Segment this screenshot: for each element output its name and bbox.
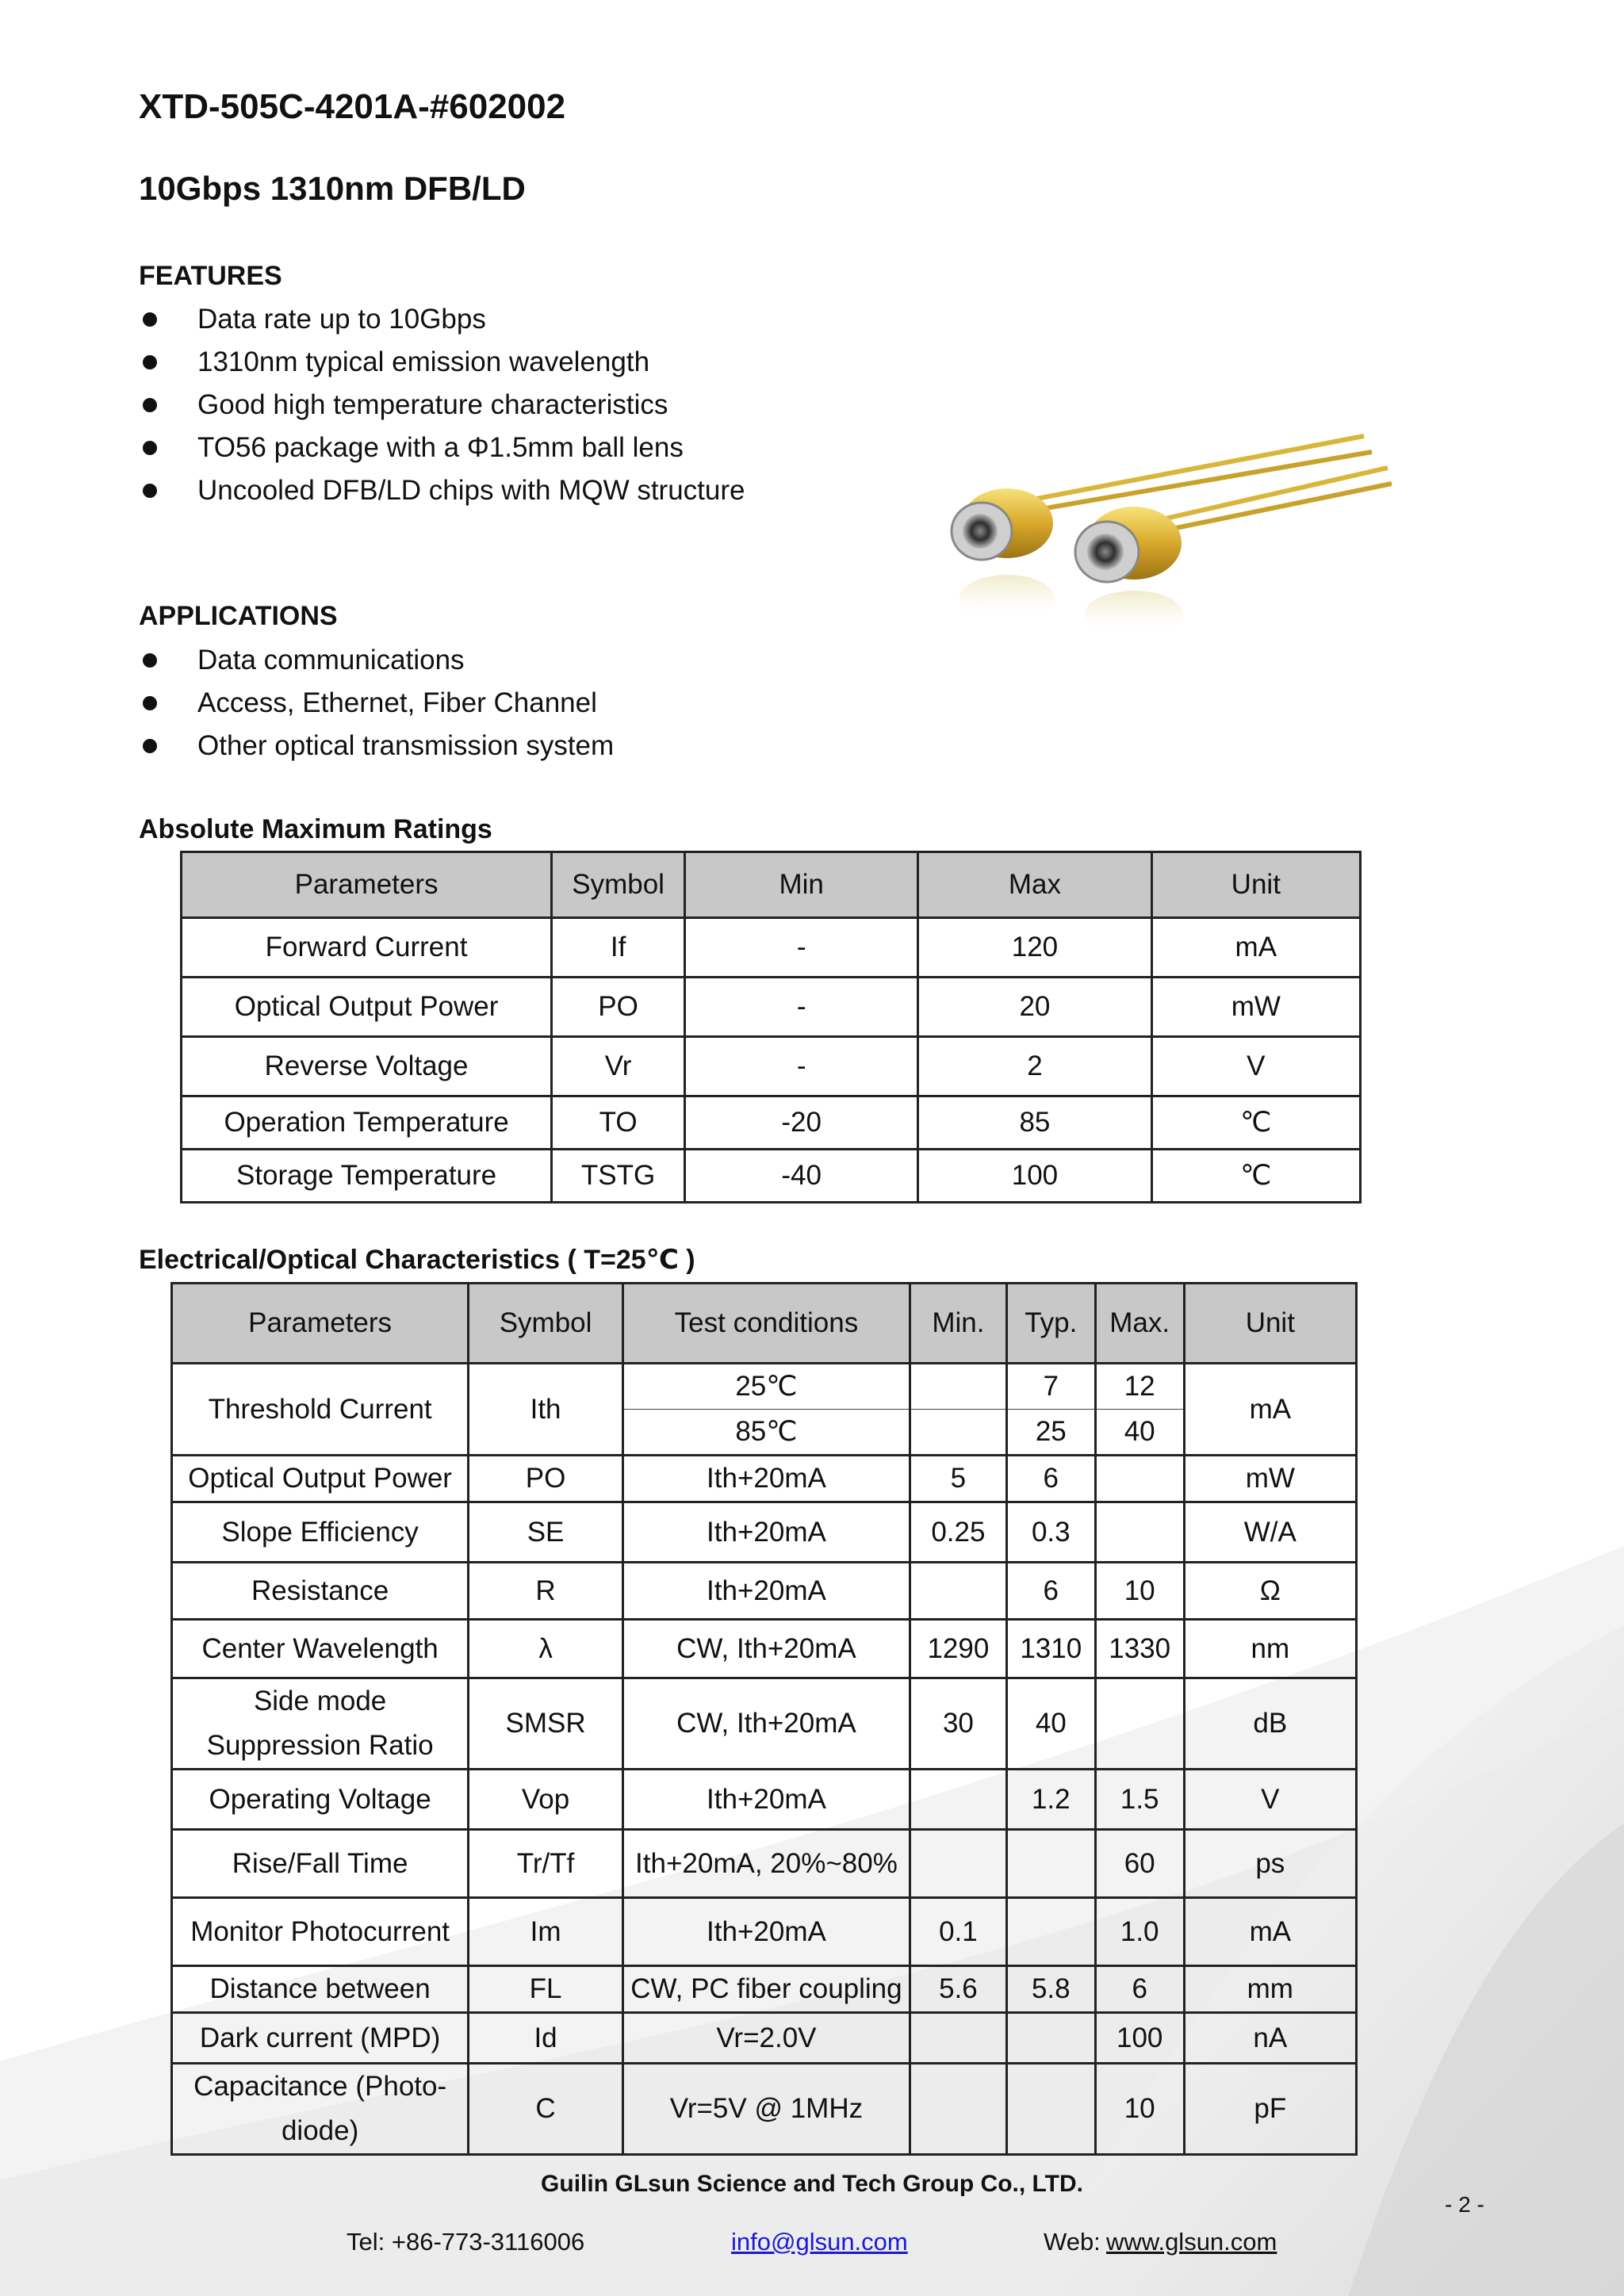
table-cell: Monitor Photocurrent: [172, 1898, 469, 1966]
laser-diode-product-image: [920, 412, 1396, 650]
table-cell: Vr: [552, 1037, 685, 1096]
applications-list: [139, 639, 614, 767]
table-cell: 85: [918, 1096, 1151, 1150]
table-cell: 25℃: [622, 1364, 910, 1410]
table-cell: Ith+20mA, 20%~80%: [622, 1830, 910, 1898]
table-cell: [910, 1563, 1006, 1620]
table-row: [172, 1966, 1357, 2013]
table-cell: Optical Output Power: [172, 1456, 469, 1502]
bullet-icon: [143, 441, 157, 455]
table-cell: 1330: [1095, 1620, 1184, 1678]
table-row: [172, 1678, 1357, 1770]
table-cell: [1006, 1830, 1095, 1898]
table-cell: ℃: [1151, 1096, 1360, 1150]
table-cell: 0.3: [1006, 1502, 1095, 1563]
table-cell: mA: [1184, 1898, 1356, 1966]
table-cell: C: [469, 2064, 623, 2155]
bullet-icon: [143, 739, 157, 753]
table-cell: Distance between: [172, 1966, 469, 2013]
table-row: [182, 978, 1361, 1037]
table-cell: 120: [918, 918, 1151, 978]
footer-company-name: Guilin GLsun Science and Tech Group Co., LTD.: [541, 2171, 1083, 2197]
bullet-icon: [143, 312, 157, 327]
bullet-icon: [143, 355, 157, 369]
table-cell: [910, 1364, 1006, 1410]
table-cell: ps: [1184, 1830, 1356, 1898]
table-row: [172, 1456, 1357, 1502]
table-cell: 1.2: [1006, 1770, 1095, 1830]
table-cell: -40: [685, 1150, 918, 1203]
table-row: [182, 1096, 1361, 1150]
table-cell: -: [685, 918, 918, 978]
page-number: - 2 -: [1445, 2192, 1484, 2217]
column-header: Unit: [1151, 852, 1360, 918]
column-header: Unit: [1184, 1284, 1356, 1364]
table-cell: TSTG: [552, 1150, 685, 1203]
table-cell: 0.25: [910, 1502, 1006, 1563]
footer-email-link[interactable]: info@glsun.com: [731, 2228, 908, 2256]
table-cell: 1.5: [1095, 1770, 1184, 1830]
table-cell: 40: [1095, 1410, 1184, 1456]
table-cell: 1290: [910, 1620, 1006, 1678]
table-row: [182, 918, 1361, 978]
table-cell: If: [552, 918, 685, 978]
table-cell: [1095, 1502, 1184, 1563]
table-cell: Rise/Fall Time: [172, 1830, 469, 1898]
footer-web-label: Web:: [1044, 2228, 1101, 2256]
list-item: Uncooled DFB/LD chips with MQW structure: [139, 469, 745, 512]
table-cell: 20: [918, 978, 1151, 1037]
part-number-title: XTD-505C-4201A-#602002: [139, 87, 566, 126]
table-cell: 10: [1095, 2064, 1184, 2155]
table-row: [172, 1563, 1357, 1620]
list-item: Data rate up to 10Gbps: [139, 298, 745, 341]
features-heading: FEATURES: [139, 261, 282, 291]
table-cell: FL: [469, 1966, 623, 2013]
table-cell: Resistance: [172, 1563, 469, 1620]
table-cell: [1095, 1456, 1184, 1502]
table-cell: 5.8: [1006, 1966, 1095, 2013]
bullet-icon: [143, 653, 157, 668]
features-list: [139, 298, 745, 512]
table-cell: CW, PC fiber coupling: [622, 1966, 910, 2013]
table-cell: [1006, 2064, 1095, 2155]
table-cell: nm: [1184, 1620, 1356, 1678]
table-cell: Reverse Voltage: [182, 1037, 552, 1096]
table-cell: mW: [1151, 978, 1360, 1037]
table-row: [172, 1770, 1357, 1830]
table-cell: Ith: [469, 1364, 623, 1456]
table-cell: 5.6: [910, 1966, 1006, 2013]
table-cell: λ: [469, 1620, 623, 1678]
table-cell: Ω: [1184, 1563, 1356, 1620]
table-cell: nA: [1184, 2013, 1356, 2064]
table-cell: 2: [918, 1037, 1151, 1096]
applications-heading: APPLICATIONS: [139, 601, 338, 631]
bullet-icon: [143, 696, 157, 710]
column-header: Min.: [910, 1284, 1006, 1364]
table-cell: dB: [1184, 1678, 1356, 1770]
table-cell: Ith+20mA: [622, 1898, 910, 1966]
table-row: [172, 1502, 1357, 1563]
list-item: Other optical transmission system: [139, 725, 614, 767]
footer-website-link[interactable]: www.glsun.com: [1106, 2228, 1277, 2256]
table-cell: mW: [1184, 1456, 1356, 1502]
table-cell: 40: [1006, 1678, 1095, 1770]
table-cell: [1006, 2013, 1095, 2064]
table-cell: V: [1184, 1770, 1356, 1830]
table-row: [172, 1830, 1357, 1898]
table-cell: [910, 1410, 1006, 1456]
electrical-optical-table: [170, 1282, 1358, 2156]
table-row: [182, 1150, 1361, 1203]
column-header: Parameters: [172, 1284, 469, 1364]
list-item: 1310nm typical emission wavelength: [139, 341, 745, 384]
table-cell: [910, 1770, 1006, 1830]
table-cell: Forward Current: [182, 918, 552, 978]
table-cell: 10: [1095, 1563, 1184, 1620]
table-cell: [910, 2064, 1006, 2155]
bullet-icon: [143, 398, 157, 412]
table-cell: Vr=2.0V: [622, 2013, 910, 2064]
table-cell: Ith+20mA: [622, 1563, 910, 1620]
table-cell: Operating Voltage: [172, 1770, 469, 1830]
absolute-max-ratings-heading: Absolute Maximum Ratings: [139, 814, 492, 844]
table-cell: Threshold Current: [172, 1364, 469, 1456]
table-cell: Ith+20mA: [622, 1502, 910, 1563]
table-cell: 1310: [1006, 1620, 1095, 1678]
table-cell: Operation Temperature: [182, 1096, 552, 1150]
column-header: Symbol: [469, 1284, 623, 1364]
table-cell: CW, Ith+20mA: [622, 1678, 910, 1770]
table-cell: PO: [552, 978, 685, 1037]
table-cell: Side mode Suppression Ratio: [172, 1678, 469, 1770]
table-row: [172, 1364, 1357, 1410]
column-header: Typ.: [1006, 1284, 1095, 1364]
column-header: Symbol: [552, 852, 685, 918]
table-cell: SMSR: [469, 1678, 623, 1770]
table-cell: Im: [469, 1898, 623, 1966]
table-cell: -: [685, 978, 918, 1037]
table-cell: Optical Output Power: [182, 978, 552, 1037]
table-cell: Capacitance (Photo-diode): [172, 2064, 469, 2155]
table-cell: 1.0: [1095, 1898, 1184, 1966]
table-cell: mA: [1151, 918, 1360, 978]
column-header: Parameters: [182, 852, 552, 918]
list-item: Good high temperature characteristics: [139, 384, 745, 427]
table-cell: Vr=5V @ 1MHz: [622, 2064, 910, 2155]
footer-telephone: Tel: +86-773-3116006: [347, 2228, 585, 2256]
electrical-optical-heading: Electrical/Optical Characteristics ( T=25℃ ): [139, 1245, 695, 1275]
table-cell: 30: [910, 1678, 1006, 1770]
bullet-icon: [143, 484, 157, 498]
table-cell: 100: [918, 1150, 1151, 1203]
table-cell: 12: [1095, 1364, 1184, 1410]
table-cell: V: [1151, 1037, 1360, 1096]
table-row: [172, 1898, 1357, 1966]
table-cell: 6: [1006, 1563, 1095, 1620]
table-cell: 5: [910, 1456, 1006, 1502]
table-cell: 100: [1095, 2013, 1184, 2064]
table-row: [172, 2013, 1357, 2064]
column-header: Max.: [1095, 1284, 1184, 1364]
product-subtitle: 10Gbps 1310nm DFB/LD: [139, 170, 526, 207]
table-cell: Slope Efficiency: [172, 1502, 469, 1563]
table-cell: pF: [1184, 2064, 1356, 2155]
table-cell: SE: [469, 1502, 623, 1563]
table-cell: CW, Ith+20mA: [622, 1620, 910, 1678]
table-cell: Storage Temperature: [182, 1150, 552, 1203]
table-cell: Ith+20mA: [622, 1456, 910, 1502]
table-cell: Center Wavelength: [172, 1620, 469, 1678]
table-cell: ℃: [1151, 1150, 1360, 1203]
column-header: Min: [685, 852, 918, 918]
column-header: Test conditions: [622, 1284, 910, 1364]
table-cell: W/A: [1184, 1502, 1356, 1563]
table-cell: 6: [1095, 1966, 1184, 2013]
table-cell: Ith+20mA: [622, 1770, 910, 1830]
table-row: [172, 2064, 1357, 2155]
table-cell: 25: [1006, 1410, 1095, 1456]
absolute-max-ratings-table: [180, 851, 1362, 1203]
table-cell: mm: [1184, 1966, 1356, 2013]
table-cell: 7: [1006, 1364, 1095, 1410]
table-cell: 60: [1095, 1830, 1184, 1898]
table-cell: [910, 2013, 1006, 2064]
table-cell: Vop: [469, 1770, 623, 1830]
table-cell: TO: [552, 1096, 685, 1150]
table-cell: -: [685, 1037, 918, 1096]
table-row: [172, 1620, 1357, 1678]
list-item: Access, Ethernet, Fiber Channel: [139, 682, 614, 725]
table-cell: R: [469, 1563, 623, 1620]
table-cell: 0.1: [910, 1898, 1006, 1966]
table-cell: [1006, 1898, 1095, 1966]
table-row: [182, 1037, 1361, 1096]
table-cell: Tr/Tf: [469, 1830, 623, 1898]
table-cell: PO: [469, 1456, 623, 1502]
table-cell: 85℃: [622, 1410, 910, 1456]
table-header-row: [182, 852, 1361, 918]
table-cell: Id: [469, 2013, 623, 2064]
table-cell: mA: [1184, 1364, 1356, 1456]
table-header-row: [172, 1284, 1357, 1364]
table-cell: [910, 1830, 1006, 1898]
list-item: Data communications: [139, 639, 614, 682]
table-cell: [1095, 1678, 1184, 1770]
table-cell: -20: [685, 1096, 918, 1150]
table-cell: 6: [1006, 1456, 1095, 1502]
list-item: TO56 package with a Φ1.5mm ball lens: [139, 427, 745, 469]
table-cell: Dark current (MPD): [172, 2013, 469, 2064]
column-header: Max: [918, 852, 1151, 918]
